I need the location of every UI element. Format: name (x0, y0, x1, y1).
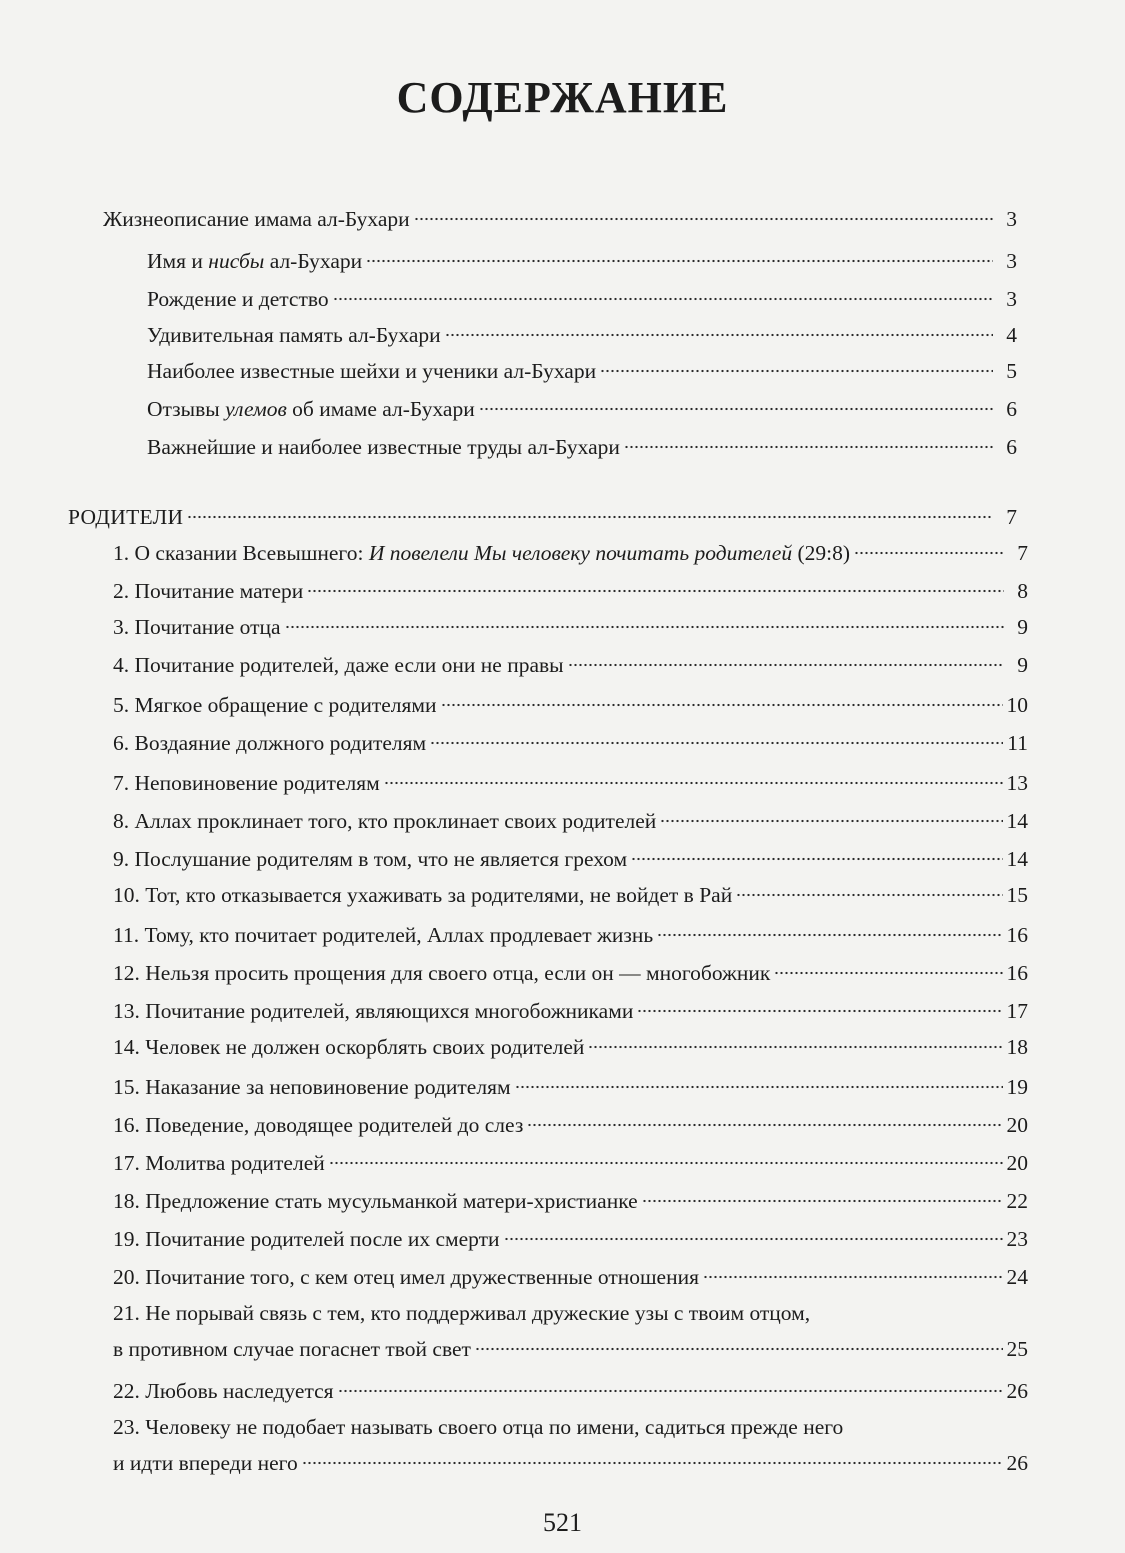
entry-page-number: 9 (1017, 615, 1028, 639)
dot-leader (527, 1123, 1002, 1127)
dot-leader (479, 407, 993, 411)
entry-title: 10. Тот, кто отказывается ухаживать за родителями, не войдет в Рай (113, 883, 733, 907)
toc-subentry (147, 248, 1017, 274)
entry-page-number: 25 (1006, 1337, 1028, 1361)
entry-title: 6. Воздаяние должного родителям (113, 731, 427, 755)
dot-leader (441, 703, 1003, 707)
toc-subentry (147, 396, 1017, 422)
toc-entry (113, 1450, 1028, 1476)
entry-page-number: 11 (1007, 731, 1028, 755)
toc-entry (113, 1378, 1028, 1404)
toc-entry (113, 652, 1028, 678)
entry-page-number: 7 (1017, 541, 1028, 565)
dot-leader (333, 297, 993, 301)
toc-entry (113, 1188, 1028, 1214)
entry-title-continuation: 21. Не порывай связь с тем, кто поддерживал дружеские узы с твоим отцом, (113, 1301, 811, 1325)
entry-title: 14. Человек не должен оскорблять своих родителей (113, 1035, 585, 1059)
page-number: 521 (543, 1508, 582, 1537)
toc-entry (113, 540, 1028, 566)
dot-leader (657, 933, 1002, 937)
toc-subentry (147, 286, 1017, 312)
toc-subentry (147, 434, 1017, 460)
entry-title: и идти впереди него (113, 1451, 298, 1475)
entry-page-number: 7 (1006, 505, 1017, 529)
toc-entry (113, 1150, 1028, 1176)
dot-leader (774, 971, 1002, 975)
entry-title: 8. Аллах проклинает того, кто проклинает своих родителей (113, 809, 657, 833)
dot-leader (307, 589, 1004, 593)
toc-entry (113, 578, 1028, 604)
toc-entry (113, 846, 1028, 872)
entry-page-number: 20 (1006, 1151, 1028, 1175)
dot-leader (600, 369, 993, 373)
toc-entry (113, 1336, 1028, 1362)
dot-leader (285, 625, 1004, 629)
entry-title: 4. Почитание родителей, даже если они не правы (113, 653, 564, 677)
entry-page-number: 5 (1006, 359, 1017, 383)
entry-title: 9. Послушание родителям в том, что не является грехом (113, 847, 628, 871)
entry-page-number: 4 (1006, 323, 1017, 347)
entry-title: 11. Тому, кто почитает родителей, Аллах продлевает жизнь (113, 923, 654, 947)
toc-entry (113, 1074, 1028, 1100)
dot-leader (660, 819, 1002, 823)
page-title: СОДЕРЖАНИЕ (396, 73, 729, 122)
entry-page-number: 3 (1006, 249, 1017, 273)
dot-leader (414, 217, 993, 221)
entry-title: Важнейшие и наиболее известные труды ал-Бухари (147, 435, 620, 459)
entry-page-number: 6 (1006, 435, 1017, 459)
entry-page-number: 6 (1006, 397, 1017, 421)
entry-page-number: 14 (1006, 847, 1028, 871)
entry-title: Удивительная память ал-Бухари (147, 323, 441, 347)
entry-title: 2. Почитание матери (113, 579, 304, 603)
dot-leader (854, 551, 1004, 555)
entry-title: в противном случае погаснет твой свет (113, 1337, 471, 1361)
dot-leader (430, 741, 1003, 745)
dot-leader (445, 333, 993, 337)
dot-leader (329, 1161, 1003, 1165)
toc-entry (113, 770, 1028, 796)
entry-page-number: 26 (1006, 1379, 1028, 1403)
entry-title: 22. Любовь наследуется (113, 1379, 334, 1403)
entry-title: РОДИТЕЛИ (68, 505, 184, 529)
entry-page-number: 20 (1006, 1113, 1028, 1137)
entry-page-number: 14 (1006, 809, 1028, 833)
toc-entry (113, 882, 1028, 908)
toc-entry (113, 692, 1028, 718)
entry-title: Имя и нисбы ал-Бухари (147, 249, 363, 273)
entry-title: 19. Почитание родителей после их смерти (113, 1227, 500, 1251)
dot-leader (703, 1275, 1003, 1279)
entry-page-number: 16 (1006, 961, 1028, 985)
dot-leader (568, 663, 1004, 667)
entry-page-number: 8 (1017, 579, 1028, 603)
dot-leader (338, 1389, 1003, 1393)
toc-entry (113, 614, 1028, 640)
entry-page-number: 19 (1006, 1075, 1028, 1099)
toc-section-heading (68, 504, 1017, 530)
dot-leader (736, 893, 1002, 897)
dot-leader (366, 259, 993, 263)
dot-leader (631, 857, 1002, 861)
entry-title: 17. Молитва родителей (113, 1151, 325, 1175)
entry-title: 18. Предложение стать мусульманкой матери-христианке (113, 1189, 638, 1213)
entry-title: Наиболее известные шейхи и ученики ал-Бухари (147, 359, 597, 383)
toc-entry (113, 730, 1028, 756)
entry-page-number: 16 (1006, 923, 1028, 947)
toc-entry (113, 1226, 1028, 1252)
toc-subentry (147, 322, 1017, 348)
entry-title: 3. Почитание отца (113, 615, 281, 639)
toc-entry (113, 960, 1028, 986)
dot-leader (624, 445, 993, 449)
dot-leader (475, 1347, 1003, 1351)
entry-page-number: 3 (1006, 207, 1017, 231)
entry-page-number: 18 (1006, 1035, 1028, 1059)
dot-leader (637, 1009, 1002, 1013)
entry-page-number: 3 (1006, 287, 1017, 311)
entry-page-number: 13 (1006, 771, 1028, 795)
entry-title: Жизнеописание имама ал-Бухари (103, 207, 410, 231)
dot-leader (384, 781, 1003, 785)
dot-leader (642, 1199, 1003, 1203)
dot-leader (187, 515, 993, 519)
toc-entry-intro (103, 206, 1017, 232)
entry-page-number: 10 (1006, 693, 1028, 717)
entry-title: 1. О сказании Всевышнего: И повелели Мы человеку почитать родителей (29:8) (113, 541, 850, 565)
entry-page-number: 24 (1006, 1265, 1028, 1289)
dot-leader (302, 1461, 1003, 1465)
entry-title: 13. Почитание родителей, являющихся многобожниками (113, 999, 634, 1023)
entry-page-number: 22 (1006, 1189, 1028, 1213)
toc-entry (113, 998, 1028, 1024)
entry-page-number: 17 (1006, 999, 1028, 1023)
entry-title: 5. Мягкое обращение с родителями (113, 693, 437, 717)
toc-subentry (147, 358, 1017, 384)
entry-title: Рождение и детство (147, 287, 329, 311)
entry-page-number: 26 (1006, 1451, 1028, 1475)
entry-title: 7. Неповиновение родителям (113, 771, 380, 795)
toc-entry (113, 1034, 1028, 1060)
dot-leader (515, 1085, 1003, 1089)
entry-title-continuation: 23. Человеку не подобает называть своего отца по имени, садиться прежде него (113, 1415, 844, 1439)
toc-entry (113, 808, 1028, 834)
toc-entry (113, 1112, 1028, 1138)
entry-title: 16. Поведение, доводящее родителей до слез (113, 1113, 524, 1137)
entry-title: 12. Нельзя просить прощения для своего отца, если он — многобожник (113, 961, 771, 985)
entry-title: Отзывы улемов об имаме ал-Бухари (147, 397, 475, 421)
entry-page-number: 23 (1006, 1227, 1028, 1251)
dot-leader (588, 1045, 1002, 1049)
entry-page-number: 9 (1017, 653, 1028, 677)
dot-leader (504, 1237, 1003, 1241)
toc-entry (113, 1264, 1028, 1290)
toc-entry (113, 922, 1028, 948)
entry-page-number: 15 (1006, 883, 1028, 907)
entry-title: 20. Почитание того, с кем отец имел дружественные отношения (113, 1265, 699, 1289)
entry-title: 15. Наказание за неповиновение родителям (113, 1075, 511, 1099)
